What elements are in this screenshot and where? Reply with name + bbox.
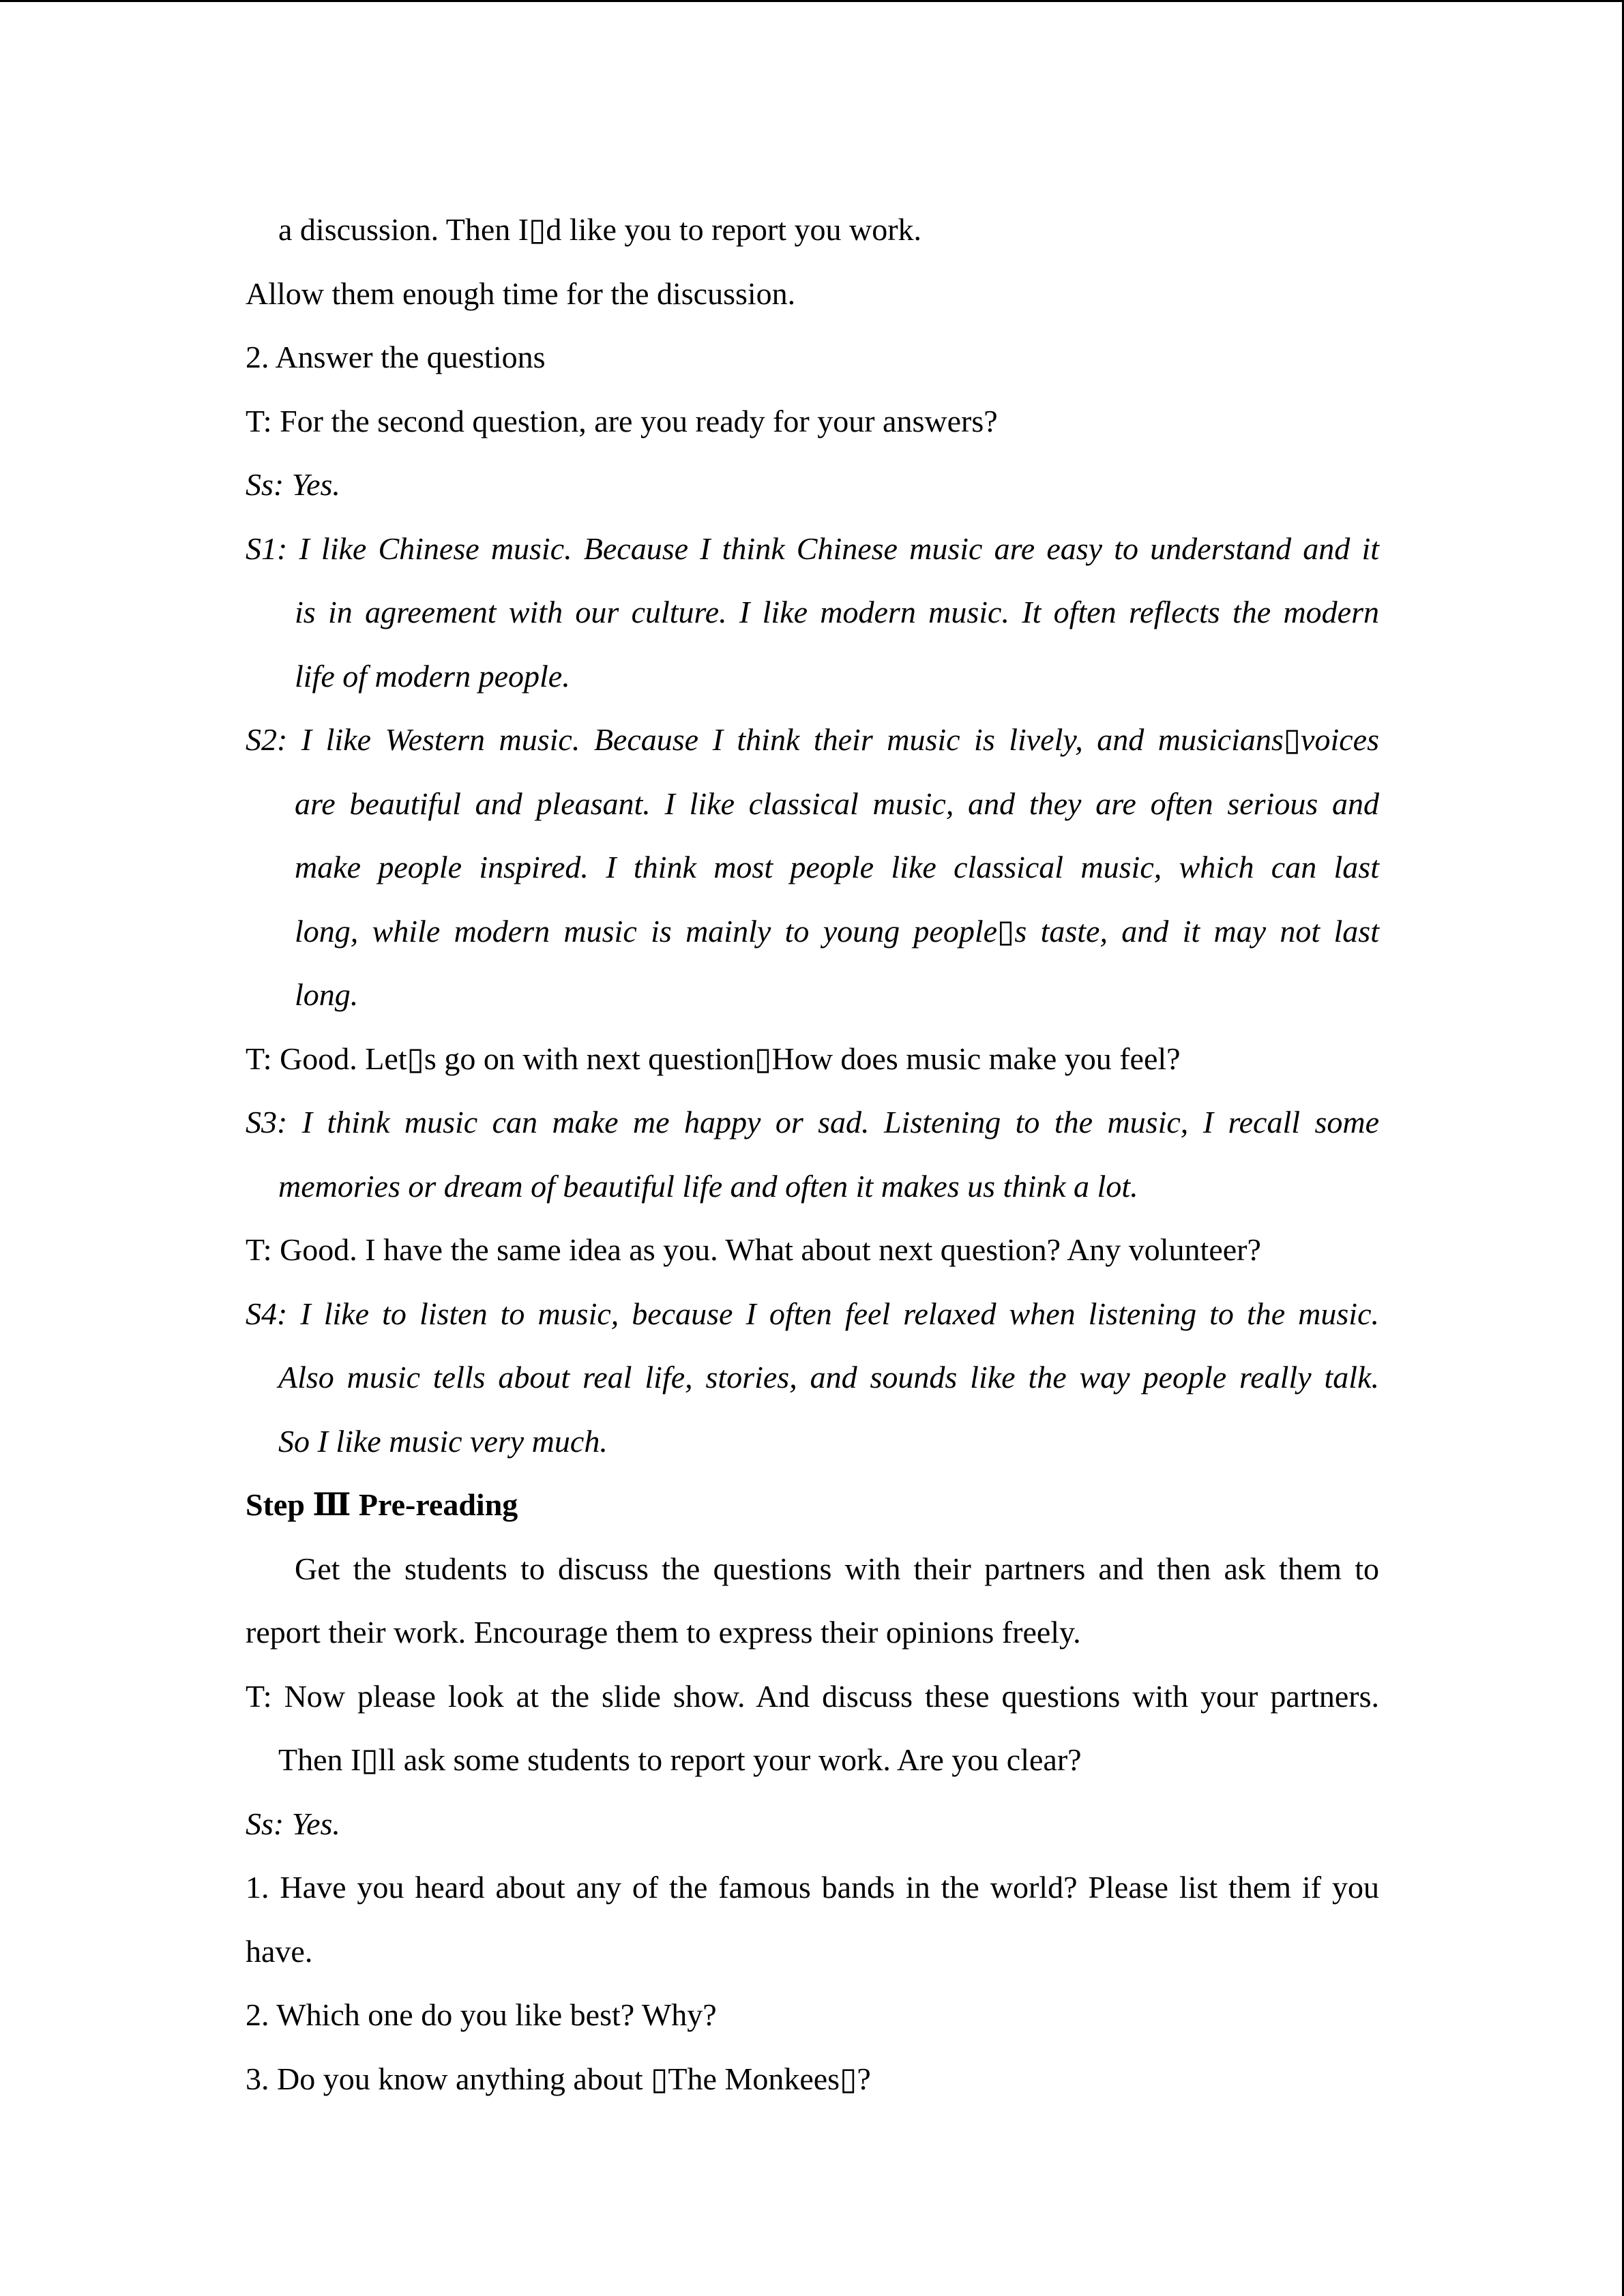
page-top-border	[0, 0, 1624, 2]
text-line: Allow them enough time for the discussion.	[246, 275, 796, 311]
student-answer-line: long.	[295, 977, 359, 1012]
question-item: 1. Have you heard about any of the famous bands in the world? Please list them if you	[246, 1870, 1379, 1905]
question-item: have.	[246, 1933, 313, 1969]
teacher-line: Then I▯ll ask some students to report your work. Are you clear?	[278, 1742, 1082, 1777]
document-page	[246, 198, 1379, 2111]
text-line: a discussion. Then I▯d like you to report you work.	[278, 212, 922, 247]
students-line: Ss: Yes.	[246, 467, 340, 502]
student-answer-line: life of modern people.	[295, 658, 570, 694]
student-answer-line: memories or dream of beautiful life and often it makes us think a lot.	[278, 1168, 1138, 1204]
student-answer-line: are beautiful and pleasant. I like classical music, and they are often serious and	[295, 786, 1379, 821]
student-answer-line: Also music tells about real life, stories, and sounds like the way people really talk.	[278, 1360, 1379, 1395]
section-subheading: 2. Answer the questions	[246, 340, 546, 374]
step-heading: Step Ⅲ Pre-reading	[246, 1487, 518, 1522]
student-answer-line: S1: I like Chinese music. Because I think Chinese music are easy to understand and it	[246, 531, 1379, 566]
paragraph-line: report their work. Encourage them to express their opinions freely.	[246, 1615, 1081, 1650]
student-answer-line: S3: I think music can make me happy or sad. Listening to the music, I recall some	[246, 1105, 1379, 1139]
paragraph-line: Get the students to discuss the questions with their partners and then ask them to	[295, 1551, 1379, 1586]
teacher-line: T: Now please look at the slide show. And discuss these questions with your partners.	[246, 1678, 1379, 1714]
teacher-line: T: Good. I have the same idea as you. What about next question? Any volunteer?	[246, 1232, 1261, 1267]
student-answer-line: S4: I like to listen to music, because I often feel relaxed when listening to the music.	[246, 1296, 1379, 1331]
student-answer-line: long, while modern music is mainly to young people▯s taste, and it may not last	[295, 913, 1379, 949]
teacher-line: T: For the second question, are you ready for your answers?	[246, 403, 998, 438]
question-item: 3. Do you know anything about ▯The Monkees▯?	[246, 2061, 871, 2096]
students-line: Ss: Yes.	[246, 1806, 340, 1841]
student-answer-line: So I like music very much.	[278, 1423, 608, 1459]
student-answer-line: S2: I like Western music. Because I think their music is lively, and musicians▯voices	[246, 722, 1379, 757]
question-item: 2. Which one do you like best? Why?	[246, 1997, 717, 2032]
student-answer-line: make people inspired. I think most people like classical music, which can last	[295, 850, 1379, 884]
student-answer-line: is in agreement with our culture. I like modern music. It often reflects the modern	[295, 595, 1379, 629]
teacher-line: T: Good. Let▯s go on with next question▯How does music make you feel?	[246, 1041, 1181, 1076]
